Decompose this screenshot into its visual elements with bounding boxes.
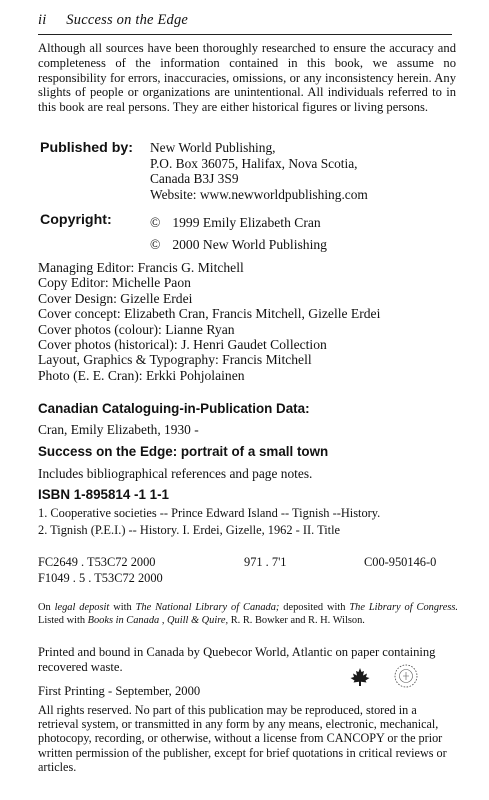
book-title: Success on the Edge	[66, 12, 189, 28]
deposit-text: deposited with	[279, 602, 350, 613]
publisher-line: Canada B3J 3S9	[150, 171, 239, 187]
copyright-symbol: ©	[150, 215, 161, 230]
copyright-symbol: ©	[150, 237, 161, 252]
circular-seal-icon	[393, 663, 419, 689]
deposit-text: The Library of Congress.	[349, 602, 459, 613]
deposit-text: with	[109, 602, 136, 613]
credit-line: Cover photos (historical): J. Henri Gaudet Collection	[38, 337, 327, 353]
credit-line: Cover photos (colour): Lianne Ryan	[38, 321, 235, 337]
dewey-number: 971 . 7'1	[244, 555, 287, 569]
copyright-lines	[150, 212, 327, 256]
deposit-text: The National Library of Canada;	[135, 602, 280, 613]
published-by-label: Published by:	[40, 140, 134, 156]
deposit-text: On	[38, 602, 55, 613]
publisher-line: P.O. Box 36075, Halifax, Nova Scotia,	[150, 155, 358, 171]
copyright-line	[150, 234, 327, 256]
deposit-text: Quill & Quire,	[167, 615, 229, 627]
publisher-address	[150, 140, 368, 202]
page-number: ii	[38, 12, 47, 28]
isbn: ISBN 1-895814 -1 1-1	[38, 487, 170, 502]
subject-line: 2. Tignish (P.E.I.) -- History. I. Erdei, Gizelle, 1962 - II. Title	[38, 523, 341, 537]
lc-number: F1049 . 5 . T53C72 2000	[38, 571, 163, 585]
maple-leaf-icon	[349, 667, 371, 689]
header-rule	[38, 34, 452, 35]
copyright-holder: 2000 New World Publishing	[172, 237, 327, 252]
rights-reserved: All rights reserved. No part of this publication may be reproduced, stored in a retrieval system, or transmitted in any form by any means, electronic, mechanical, photocopy, recording, or otherwise, without a license from CANCOPY or the prior written permission of the publisher, except for brief quotations in critical reviews or articles.	[38, 703, 447, 774]
credit-line: Cover concept: Elizabeth Cran, Francis Mitchell, Gizelle Erdei	[38, 306, 381, 322]
deposit-text: R. R. Bowker and R. H. Wilson.	[228, 615, 365, 627]
copyright-line	[150, 212, 327, 234]
lc-number: FC2649 . T53C72 2000	[38, 555, 156, 569]
credit-line: Layout, Graphics & Typography: Francis Mitchell	[38, 352, 312, 368]
legal-deposit-note	[38, 601, 458, 628]
control-number: C00-950146-0	[364, 555, 437, 569]
publisher-line: New World Publishing,	[150, 140, 276, 155]
cip-author: Cran, Emily Elizabeth, 1930 -	[38, 422, 199, 437]
publisher-website: Website: www.newworldpublishing.com	[150, 186, 368, 202]
deposit-text: Listed with	[38, 615, 88, 627]
credit-line: Photo (E. E. Cran): Erkki Pohjolainen	[38, 367, 245, 383]
disclaimer-paragraph: Although all sources have been thoroughly researched to ensure the accuracy and completeness of the information contained in this book, we assume no responsibility for errors, inaccuracies, omissions, or any inconsistency herein. Any slights of people or organizations are unintentional. All individuals referred to in this book are real persons. They are either historical figures or living persons.	[38, 41, 456, 115]
copyright-label: Copyright:	[40, 212, 112, 228]
subject-line: 1. Cooperative societies -- Prince Edward Island -- Tignish --History.	[38, 506, 381, 520]
running-header	[38, 12, 188, 29]
subject-headings	[38, 505, 458, 539]
printing-note: Printed and bound in Canada by Quebecor World, Atlantic on paper containing recovered waste.	[38, 645, 436, 675]
deposit-text: legal deposit	[54, 602, 110, 613]
cip-heading: Canadian Cataloguing-in-Publication Data:	[38, 401, 310, 416]
deposit-text: ,	[159, 615, 168, 627]
credits-list	[38, 260, 458, 383]
credit-line: Copy Editor: Michelle Paon	[38, 275, 191, 291]
deposit-text: Books in Canada	[87, 615, 160, 627]
cip-includes: Includes bibliographical references and page notes.	[38, 466, 313, 481]
first-printing: First Printing - September, 2000	[38, 684, 201, 698]
copyright-holder: 1999 Emily Elizabeth Cran	[172, 215, 321, 230]
cip-title: Success on the Edge: portrait of a small town	[38, 444, 329, 459]
credit-line: Cover Design: Gizelle Erdei	[38, 290, 193, 306]
credit-line: Managing Editor: Francis G. Mitchell	[38, 260, 244, 275]
